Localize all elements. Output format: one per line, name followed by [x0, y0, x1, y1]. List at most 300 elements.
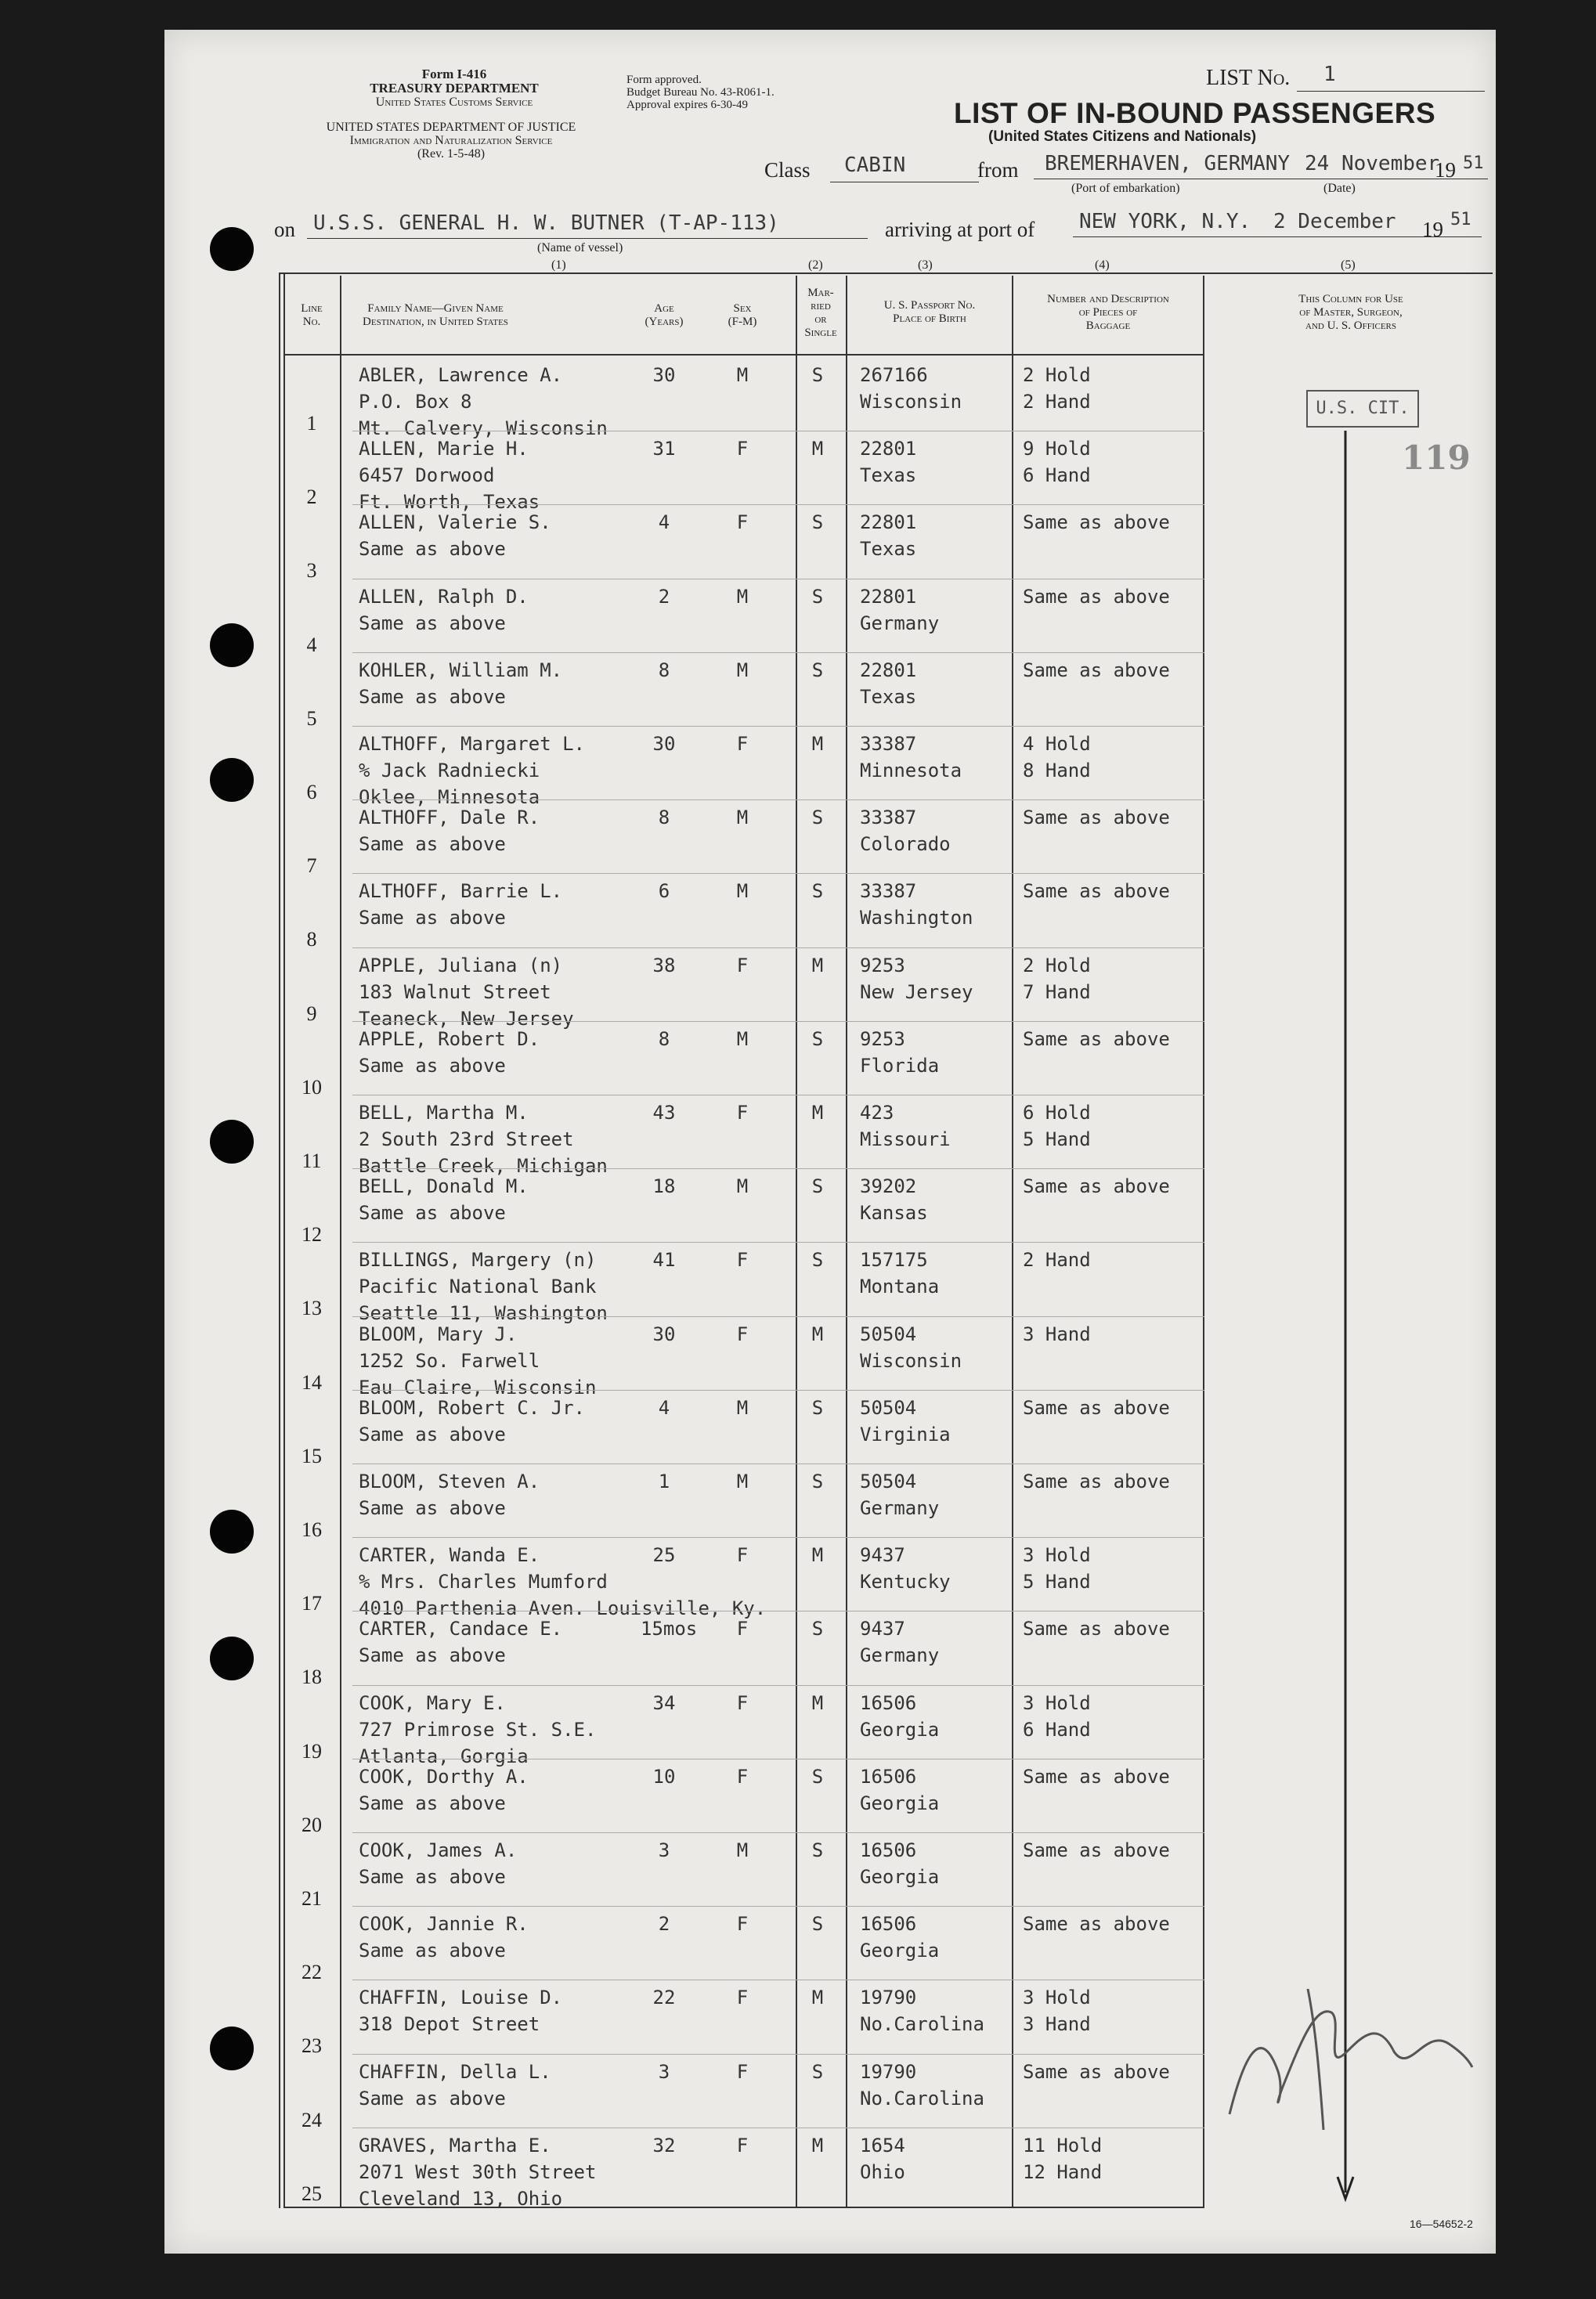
- form-approved: Form approved.: [626, 74, 702, 86]
- line-number: 18: [302, 1666, 322, 1688]
- official-check-line: [1331, 423, 1363, 2208]
- sex: F: [736, 1766, 749, 1788]
- sex: F: [736, 2135, 749, 2156]
- baggage: 3 Hold: [1023, 1544, 1091, 1566]
- marital-status: M: [811, 2135, 824, 2156]
- passport-number: 267166: [860, 364, 928, 386]
- passenger-name-line: Cleveland 13, Ohio: [359, 2188, 563, 2210]
- place-of-birth: Germany: [860, 1497, 940, 1519]
- line-number: 21: [302, 1887, 322, 1910]
- passenger-name-line: 1252 So. Farwell: [359, 1350, 540, 1372]
- passport-number: 9253: [860, 955, 905, 976]
- passenger-name-line: Eau Claire, Wisconsin: [359, 1377, 597, 1399]
- age: 2: [658, 586, 670, 608]
- passenger-name-line: CHAFFIN, Della L.: [359, 2061, 551, 2083]
- sex: F: [736, 1913, 749, 1935]
- justice-dept: UNITED STATES DEPARTMENT OF JUSTICE: [326, 121, 576, 134]
- passenger-name-line: Pacific National Bank: [359, 1276, 597, 1297]
- passport-number: 423: [860, 1102, 894, 1124]
- class-label: Class: [764, 158, 811, 182]
- age: 4: [658, 511, 670, 533]
- passenger-name-line: KOHLER, William M.: [359, 659, 563, 681]
- passenger-name-line: Same as above: [359, 686, 506, 708]
- passenger-name-line: BELL, Donald M.: [359, 1175, 529, 1197]
- sex: F: [736, 1692, 749, 1714]
- line-number: 8: [306, 928, 317, 951]
- date-caption: (Date): [1323, 182, 1356, 195]
- sex: F: [736, 2061, 749, 2083]
- passenger-name-line: ALTHOFF, Margaret L.: [359, 733, 585, 755]
- punch-hole: [210, 1510, 254, 1554]
- embarkation-port: BREMERHAVEN, GERMANY: [1045, 152, 1291, 175]
- arrival-underline: [1073, 236, 1482, 237]
- line-number: 5: [306, 707, 317, 730]
- form-number: Form I-416: [421, 67, 487, 81]
- list-no-value: 1: [1323, 63, 1336, 86]
- age: 1: [658, 1471, 670, 1492]
- sex: F: [736, 1249, 749, 1271]
- age: 38: [652, 955, 676, 976]
- line-number: 4: [306, 633, 317, 656]
- place-of-birth: Georgia: [860, 1792, 940, 1814]
- list-no-underline: [1297, 91, 1485, 92]
- row-divider: [352, 1832, 1204, 1833]
- baggage: 2 Hold: [1023, 364, 1091, 386]
- passenger-name-line: Same as above: [359, 907, 506, 929]
- age: 8: [658, 659, 670, 681]
- passenger-name-line: BLOOM, Steven A.: [359, 1471, 540, 1492]
- page-title: LIST OF IN-BOUND PASSENGERS: [954, 97, 1436, 129]
- passport-number: 22801: [860, 659, 917, 681]
- place-of-birth: Kansas: [860, 1202, 928, 1224]
- embarkation-date: 24 November: [1305, 152, 1440, 175]
- justice-block: [271, 121, 631, 161]
- passenger-name-line: Ft. Worth, Texas: [359, 491, 540, 513]
- place-of-birth: Wisconsin: [860, 1350, 962, 1372]
- passport-number: 22801: [860, 438, 917, 460]
- port-caption: (Port of embarkation): [1071, 182, 1180, 195]
- baggage: 6 Hand: [1023, 464, 1091, 486]
- marital-status: S: [811, 1766, 824, 1788]
- marital-status: S: [811, 659, 824, 681]
- line-number: 1: [306, 412, 317, 435]
- from-label: from: [977, 158, 1019, 182]
- passenger-name-line: 2071 West 30th Street: [359, 2161, 597, 2183]
- passenger-name-line: Oklee, Minnesota: [359, 786, 540, 808]
- passport-number: 16506: [860, 1839, 917, 1861]
- place-of-birth: Georgia: [860, 1940, 940, 1962]
- passport-number: 50504: [860, 1323, 917, 1345]
- sex: F: [736, 733, 749, 755]
- passenger-name-line: % Jack Radniecki: [359, 760, 540, 781]
- passenger-name-line: Mt. Calvery, Wisconsin: [359, 417, 608, 439]
- row-divider: [352, 1463, 1204, 1464]
- col-num-4: (4): [1095, 258, 1110, 272]
- row-divider: [352, 1537, 1204, 1538]
- arrival-year-prefix: 19: [1422, 218, 1443, 241]
- age: 3: [658, 2061, 670, 2083]
- age: 41: [652, 1249, 676, 1271]
- age: 4: [658, 1397, 670, 1419]
- col-header-name: Family Name—Given Name Destination, in United States: [363, 302, 508, 328]
- baggage: Same as above: [1023, 1766, 1170, 1788]
- marital-status: S: [811, 1618, 824, 1640]
- passenger-name-line: ALLEN, Ralph D.: [359, 586, 529, 608]
- vessel-caption: (Name of vessel): [537, 241, 623, 254]
- passenger-name-line: ALTHOFF, Barrie L.: [359, 880, 563, 902]
- passenger-name-line: 727 Primrose St. S.E.: [359, 1719, 597, 1741]
- place-of-birth: Minnesota: [860, 760, 962, 781]
- age: 22: [652, 1987, 676, 2008]
- baggage: Same as above: [1023, 1397, 1170, 1419]
- arrival-year: 51: [1450, 210, 1471, 229]
- col-header-married: Mar- ried or Single: [804, 287, 837, 339]
- passenger-name-line: Same as above: [359, 1644, 506, 1666]
- age: 8: [658, 1028, 670, 1050]
- line-number: 25: [302, 2182, 322, 2205]
- baggage: 6 Hand: [1023, 1719, 1091, 1741]
- passenger-name-line: APPLE, Robert D.: [359, 1028, 540, 1050]
- place-of-birth: Texas: [860, 538, 917, 560]
- sex: M: [736, 880, 749, 902]
- punch-hole: [210, 623, 254, 667]
- page-subtitle: (United States Citizens and Nationals): [988, 128, 1257, 145]
- baggage: 3 Hand: [1023, 2013, 1091, 2035]
- arrival-port: NEW YORK, N.Y.: [1079, 210, 1251, 233]
- marital-status: S: [811, 364, 824, 386]
- passenger-name-line: COOK, Jannie R.: [359, 1913, 529, 1935]
- passport-number: 22801: [860, 511, 917, 533]
- sex: F: [736, 1102, 749, 1124]
- passenger-name-line: Teaneck, New Jersey: [359, 1008, 574, 1030]
- passenger-name-line: CHAFFIN, Louise D.: [359, 1987, 563, 2008]
- marital-status: S: [811, 1397, 824, 1419]
- line-number: 2: [306, 485, 317, 508]
- passenger-name-line: GRAVES, Martha E.: [359, 2135, 551, 2156]
- passport-number: 157175: [860, 1249, 928, 1271]
- marital-status: M: [811, 955, 824, 976]
- place-of-birth: Washington: [860, 907, 973, 929]
- passport-number: 19790: [860, 1987, 917, 2008]
- row-divider: [352, 1685, 1204, 1686]
- line-number: 22: [302, 1961, 322, 1983]
- passenger-name-line: Seattle 11, Washington: [359, 1302, 608, 1324]
- punch-hole: [210, 227, 254, 271]
- col-header-officers: This Column for Use of Master, Surgeon, and U. S. Officers: [1298, 293, 1403, 332]
- line-number: 19: [302, 1740, 322, 1763]
- sex: M: [736, 659, 749, 681]
- passenger-name-line: % Mrs. Charles Mumford: [359, 1571, 608, 1593]
- baggage: Same as above: [1023, 1913, 1170, 1935]
- passenger-name-line: Same as above: [359, 1055, 506, 1077]
- row-divider: [352, 1021, 1204, 1022]
- baggage: Same as above: [1023, 1028, 1170, 1050]
- passenger-name-line: BILLINGS, Margery (n): [359, 1249, 597, 1271]
- age: 8: [658, 807, 670, 828]
- col-num-3: (3): [918, 258, 933, 272]
- marital-status: M: [811, 1102, 824, 1124]
- row-divider: [352, 726, 1204, 727]
- place-of-birth: Wisconsin: [860, 391, 962, 413]
- place-of-birth: Virginia: [860, 1424, 951, 1445]
- marital-status: S: [811, 1913, 824, 1935]
- passport-number: 33387: [860, 733, 917, 755]
- passenger-name-line: Same as above: [359, 1792, 506, 1814]
- passport-number: 50504: [860, 1397, 917, 1419]
- embarkation-year: 51: [1463, 153, 1484, 173]
- line-number: 13: [302, 1297, 322, 1319]
- sex: F: [736, 511, 749, 533]
- baggage: 8 Hand: [1023, 760, 1091, 781]
- passenger-name-line: ALLEN, Valerie S.: [359, 511, 551, 533]
- sex: M: [736, 1839, 749, 1861]
- arriving-label: arriving at port of: [885, 218, 1035, 241]
- marital-status: M: [811, 1692, 824, 1714]
- age: 2: [658, 1913, 670, 1935]
- row-divider: [352, 947, 1204, 948]
- baggage: Same as above: [1023, 807, 1170, 828]
- line-number: 11: [302, 1150, 322, 1172]
- baggage: 5 Hand: [1023, 1571, 1091, 1593]
- marital-status: M: [811, 438, 824, 460]
- baggage: Same as above: [1023, 659, 1170, 681]
- age: 15mos: [641, 1618, 698, 1640]
- passport-number: 9437: [860, 1544, 905, 1566]
- age: 34: [652, 1692, 676, 1714]
- punch-hole: [210, 2027, 254, 2070]
- row-divider: [352, 1906, 1204, 1907]
- punch-hole: [210, 1120, 254, 1164]
- sex: M: [736, 364, 749, 386]
- place-of-birth: Germany: [860, 612, 940, 634]
- place-of-birth: Texas: [860, 686, 917, 708]
- approval-expires: Approval expires 6-30-49: [626, 99, 748, 111]
- col-num-1: (1): [551, 258, 566, 272]
- list-no-label: LIST No.: [1206, 66, 1291, 90]
- passenger-name-line: BELL, Martha M.: [359, 1102, 529, 1124]
- baggage: 3 Hold: [1023, 1987, 1091, 2008]
- marital-status: S: [811, 807, 824, 828]
- age: 30: [652, 364, 676, 386]
- passenger-name-line: 2 South 23rd Street: [359, 1128, 574, 1150]
- passenger-name-line: Same as above: [359, 2088, 506, 2110]
- row-divider: [352, 799, 1204, 800]
- marital-status: M: [811, 1987, 824, 2008]
- baggage: 3 Hand: [1023, 1323, 1091, 1345]
- passenger-name-line: COOK, James A.: [359, 1839, 518, 1861]
- arrival-date: 2 December: [1273, 210, 1396, 233]
- place-of-birth: Texas: [860, 464, 917, 486]
- passenger-name-line: APPLE, Juliana (n): [359, 955, 563, 976]
- official-signature: [1214, 1958, 1480, 2146]
- marital-status: S: [811, 1471, 824, 1492]
- line-number: 15: [302, 1445, 322, 1467]
- baggage: Same as above: [1023, 511, 1170, 533]
- baggage: 11 Hold: [1023, 2135, 1103, 2156]
- passport-number: 33387: [860, 880, 917, 902]
- col-num-5: (5): [1341, 258, 1356, 272]
- passenger-name-line: Same as above: [359, 833, 506, 855]
- ins-service: Immigration and Naturalization Service: [349, 134, 553, 147]
- sex: F: [736, 1987, 749, 2008]
- age: 25: [652, 1544, 676, 1566]
- passport-number: 9253: [860, 1028, 905, 1050]
- sex: F: [736, 1618, 749, 1640]
- place-of-birth: Georgia: [860, 1719, 940, 1741]
- passenger-name-line: Same as above: [359, 612, 506, 634]
- baggage: Same as above: [1023, 2061, 1170, 2083]
- passenger-name-line: ALTHOFF, Dale R.: [359, 807, 540, 828]
- passenger-name-line: CARTER, Candace E.: [359, 1618, 563, 1640]
- row-divider: [352, 1316, 1204, 1317]
- sex: F: [736, 438, 749, 460]
- passport-number: 16506: [860, 1692, 917, 1714]
- row-divider: [352, 2054, 1204, 2055]
- sex: M: [736, 1397, 749, 1419]
- place-of-birth: No.Carolina: [860, 2013, 984, 2035]
- place-of-birth: Colorado: [860, 833, 951, 855]
- age: 32: [652, 2135, 676, 2156]
- marital-status: M: [811, 1323, 824, 1345]
- col-header-line: Line No.: [301, 302, 323, 328]
- vessel-underline: [307, 238, 868, 239]
- line-number: 9: [306, 1002, 317, 1025]
- sex: F: [736, 1323, 749, 1345]
- place-of-birth: Montana: [860, 1276, 940, 1297]
- baggage: Same as above: [1023, 1839, 1170, 1861]
- baggage: Same as above: [1023, 1618, 1170, 1640]
- baggage: 4 Hold: [1023, 733, 1091, 755]
- row-divider: [352, 1242, 1204, 1243]
- place-of-birth: Ohio: [860, 2161, 905, 2183]
- baggage: 5 Hand: [1023, 1128, 1091, 1150]
- passport-number: 9437: [860, 1618, 905, 1640]
- passenger-name-line: Atlanta, Gorgia: [359, 1745, 529, 1767]
- form-print-code: 16—54652-2: [1410, 2218, 1473, 2230]
- line-number: 17: [302, 1592, 322, 1615]
- row-divider: [352, 1390, 1204, 1391]
- passenger-name-line: BLOOM, Robert C. Jr.: [359, 1397, 585, 1419]
- passenger-name-line: Same as above: [359, 1497, 506, 1519]
- marital-status: S: [811, 880, 824, 902]
- passport-number: 1654: [860, 2135, 905, 2156]
- passport-number: 50504: [860, 1471, 917, 1492]
- treasury-dept: TREASURY DEPARTMENT: [370, 81, 539, 96]
- sex: M: [736, 1175, 749, 1197]
- passenger-name-line: Same as above: [359, 538, 506, 560]
- revision: (Rev. 1-5-48): [417, 147, 486, 161]
- age: 30: [652, 1323, 676, 1345]
- place-of-birth: No.Carolina: [860, 2088, 984, 2110]
- baggage: 7 Hand: [1023, 981, 1091, 1003]
- line-number: 6: [306, 781, 317, 803]
- sex: M: [736, 1028, 749, 1050]
- passport-number: 39202: [860, 1175, 917, 1197]
- place-of-birth: Germany: [860, 1644, 940, 1666]
- place-of-birth: Florida: [860, 1055, 940, 1077]
- age: 30: [652, 733, 676, 755]
- budget-bureau: Budget Bureau No. 43-R061-1.: [626, 86, 775, 99]
- passenger-name-line: 318 Depot Street: [359, 2013, 540, 2035]
- row-divider: [352, 652, 1204, 653]
- passenger-name-line: Battle Creek, Michigan: [359, 1155, 608, 1177]
- marital-status: S: [811, 1839, 824, 1861]
- place-of-birth: New Jersey: [860, 981, 973, 1003]
- customs-service: United States Customs Service: [375, 96, 533, 109]
- baggage: 2 Hand: [1023, 391, 1091, 413]
- col-header-passport: U. S. Passport No. Place of Birth: [883, 299, 976, 325]
- passenger-name-line: Same as above: [359, 1202, 506, 1224]
- line-number: 7: [306, 854, 317, 877]
- year-prefix: 19: [1435, 158, 1456, 182]
- line-number: 10: [302, 1076, 322, 1099]
- place-of-birth: Missouri: [860, 1128, 951, 1150]
- row-divider: [352, 873, 1204, 874]
- class-value: CABIN: [844, 153, 906, 177]
- baggage: Same as above: [1023, 880, 1170, 902]
- line-number: 24: [302, 2109, 322, 2131]
- col-header-baggage: Number and Description of Pieces of Baggage: [1047, 293, 1169, 332]
- passport-number: 33387: [860, 807, 917, 828]
- passenger-name-line: Same as above: [359, 1940, 506, 1962]
- line-number: 14: [302, 1371, 322, 1394]
- sex: M: [736, 1471, 749, 1492]
- passenger-name-line: Same as above: [359, 1424, 506, 1445]
- sex: F: [736, 955, 749, 976]
- punch-hole: [210, 1637, 254, 1680]
- row-divider: [352, 504, 1204, 505]
- line-number: 23: [302, 2034, 322, 2057]
- on-label: on: [274, 218, 295, 241]
- col-header-age: Age (Years): [645, 302, 684, 328]
- baggage: 3 Hold: [1023, 1692, 1091, 1714]
- passenger-name-line: Same as above: [359, 1866, 506, 1888]
- baggage: Same as above: [1023, 586, 1170, 608]
- col-num-2: (2): [808, 258, 823, 272]
- baggage: 2 Hold: [1023, 955, 1091, 976]
- marital-status: S: [811, 1175, 824, 1197]
- passenger-name-line: COOK, Dorthy A.: [359, 1766, 529, 1788]
- age: 18: [652, 1175, 676, 1197]
- passport-number: 16506: [860, 1766, 917, 1788]
- passenger-name-line: ALLEN, Marie H.: [359, 438, 529, 460]
- line-number: 20: [302, 1814, 322, 1836]
- punch-hole: [210, 758, 254, 802]
- marital-status: S: [811, 586, 824, 608]
- age: 31: [652, 438, 676, 460]
- baggage: Same as above: [1023, 1175, 1170, 1197]
- passport-number: 19790: [860, 2061, 917, 2083]
- passenger-name-line: 183 Walnut Street: [359, 981, 551, 1003]
- vessel-name: U.S.S. GENERAL H. W. BUTNER (T-AP-113): [313, 211, 779, 235]
- passenger-name-line: BLOOM, Mary J.: [359, 1323, 518, 1345]
- passenger-name-line: ABLER, Lawrence A.: [359, 364, 563, 386]
- marital-status: S: [811, 2061, 824, 2083]
- sex: M: [736, 807, 749, 828]
- passport-number: 16506: [860, 1913, 917, 1935]
- age: 43: [652, 1102, 676, 1124]
- passenger-name-line: CARTER, Wanda E.: [359, 1544, 540, 1566]
- marital-status: M: [811, 1544, 824, 1566]
- sex: M: [736, 586, 749, 608]
- baggage: 6 Hold: [1023, 1102, 1091, 1124]
- marital-status: M: [811, 733, 824, 755]
- sex: F: [736, 1544, 749, 1566]
- us-citizen-stamp: U.S. CIT.: [1306, 390, 1419, 428]
- line-number: 16: [302, 1518, 322, 1541]
- annotation-number: 119: [1402, 439, 1471, 477]
- passenger-name-line: P.O. Box 8: [359, 391, 472, 413]
